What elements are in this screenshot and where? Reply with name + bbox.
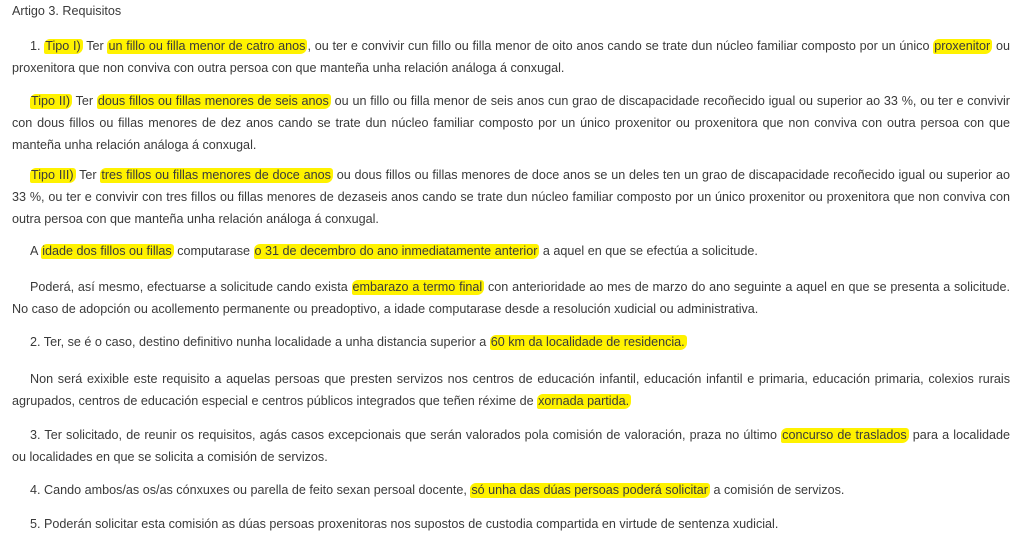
body-text: a comisión de servizos. [710, 483, 845, 497]
article-title: Artigo 3. Requisitos [12, 4, 122, 18]
body-text: a aquel en que se efectúa a solicitude. [539, 244, 758, 258]
paragraph-requisito-5 [12, 513, 1010, 535]
paragraph-requisito-2 [12, 331, 1010, 353]
highlighted-text: 60 km da localidade de residencia. [490, 335, 685, 349]
body-text: Non será exixible este requisito a aquelas persoas que presten servizos nos centros de educación infantil, educación infantil e primaria, educación primaria, colexios rurais agrupados, centros de educación especial e centros públicos integrados que teñen réxime de [12, 372, 1010, 408]
highlighted-text: embarazo a termo final [352, 280, 483, 294]
highlighted-text: un fillo ou filla menor de catro anos [108, 39, 306, 53]
body-text: 3. Ter solicitado, de reunir os requisitos, agás casos excepcionais que serán valorados pola comisión de valoración, praza no último [30, 428, 782, 442]
body-text: 2. Ter, se é o caso, destino definitivo nunha localidade a unha distancia superior a [30, 335, 490, 349]
body-text: con anterioridade ao mes de marzo do ano seguinte a aquel en que se presenta a solicitude. No caso de adopción ou acollemento permanente ou preadoptivo, a idade computarase desde a resolución xudicial ou administrativa. [12, 280, 1010, 316]
highlighted-text: proxenitor [934, 39, 991, 53]
paragraph-tipo-3 [12, 164, 1010, 230]
highlighted-text: xornada partida. [538, 394, 630, 408]
body-text: A [30, 244, 42, 258]
highlighted-text: idade dos fillos ou fillas [42, 244, 172, 258]
highlighted-text: Tipo I) [45, 39, 81, 53]
body-text: para a localidade ou localidades en que se solicita a comisión de servizos. [12, 428, 1011, 464]
body-text: Poderá, así mesmo, efectuarse a solicitude cando exista [30, 280, 352, 294]
body-text: Ter [72, 94, 97, 108]
body-text: Ter [82, 39, 108, 53]
body-text: 4. Cando ambos/as os/as cónxuxes ou parella de feito sexan persoal docente, [30, 483, 471, 497]
body-text: 5. Poderán solicitar esta comisión as dúas persoas proxenitoras nos supostos de custodia compartida en virtude de sentenza xudicial. [30, 517, 779, 531]
paragraph-embarazo [12, 276, 1010, 320]
highlighted-text: só unha das dúas persoas poderá solicitar [471, 483, 708, 497]
paragraph-requisito-4 [12, 479, 1010, 501]
body-text: ou un fillo ou filla menor de seis anos cun grao de discapacidade recoñecido igual ou superior ao 33 %, ou ter e convivir con dous fillos ou fillas menores de dez anos cando se trate dun núcleo familiar composto por un único proxenitor ou proxenitora que non conviva con outra persoa con que manteña unha relación análoga á conxugal. [12, 94, 1010, 152]
body-text: 1. [30, 39, 45, 53]
highlighted-text: concurso de traslados [782, 428, 907, 442]
paragraph-requisito-3 [12, 424, 1010, 468]
body-text: ou dous fillos ou fillas menores de doce anos se un deles ten un grao de discapacidade recoñecido igual ou superior ao 33 %, ou ter e convivir con tres fillos ou fillas menores de dezaseis anos cando se trate dun núcleo familiar composto por un único proxenitor ou proxenitora que non conviva con outra persoa con que manteña unha relación análoga á conxugal. [12, 168, 1010, 226]
body-text: , ou ter e convivir cun fillo ou filla menor de oito anos cando se trate dun núcleo familiar composto por un único [307, 39, 934, 53]
body-text: Ter [75, 168, 101, 182]
paragraph-excepcion [12, 368, 1010, 412]
highlighted-text: dous fillos ou fillas menores de seis anos [97, 94, 329, 108]
highlighted-text: o 31 de decembro do ano inmediatamente anterior [254, 244, 538, 258]
paragraph-tipo-1 [12, 35, 1010, 79]
highlighted-text: Tipo II) [31, 94, 71, 108]
highlighted-text: Tipo III) [31, 168, 74, 182]
paragraph-idade [12, 240, 1010, 262]
body-text: ou proxenitora que non conviva con outra persoa con que manteña unha relación análoga á conxugal. [12, 39, 1010, 75]
paragraph-tipo-2 [12, 90, 1010, 156]
body-text: computarase [173, 244, 254, 258]
highlighted-text: tres fillos ou fillas menores de doce anos [101, 168, 331, 182]
